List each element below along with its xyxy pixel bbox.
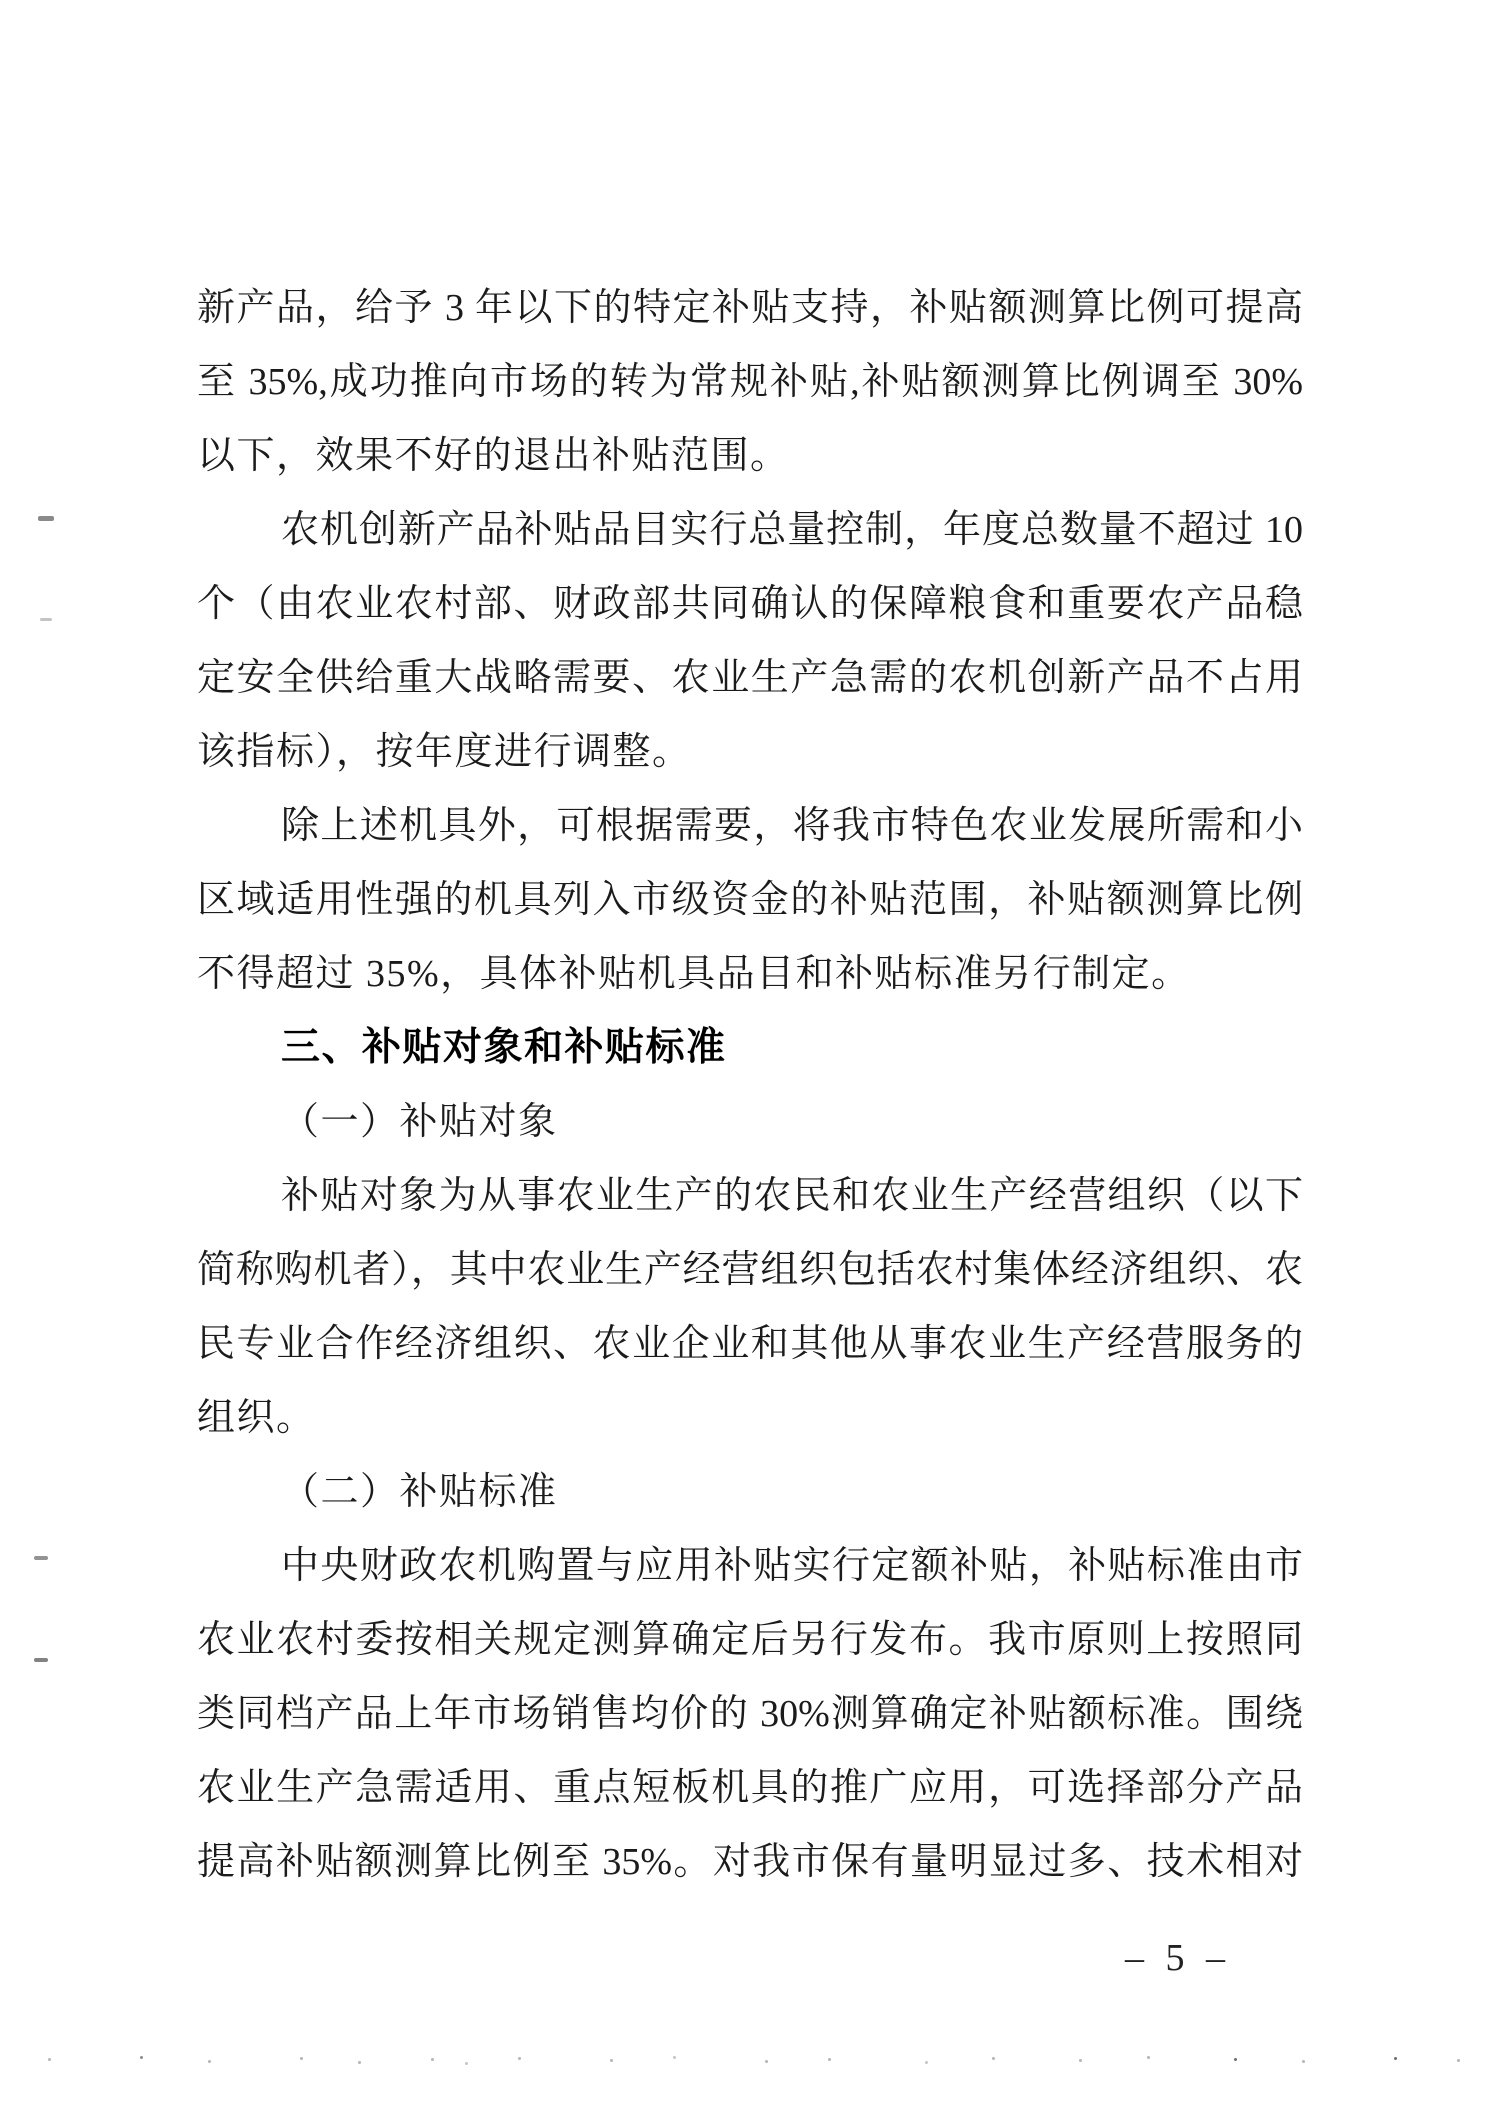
scan-noise-dot [300,2057,303,2060]
document-body [197,271,1303,1899]
scan-noise-dot [208,2060,211,2063]
scan-noise-dot [518,2057,521,2060]
scan-noise-dot [1079,2059,1082,2062]
body-line: 提高补贴额测算比例至 35%。对我市保有量明显过多、技术相对 [197,1841,1303,1883]
section-heading: 三、补贴对象和补贴标准 [281,1026,727,1069]
scan-noise-dot [610,2059,613,2062]
body-line: 中央财政农机购置与应用补贴实行定额补贴，补贴标准由市 [281,1545,1303,1587]
subsection-heading: （一）补贴对象 [281,1101,558,1143]
body-line: 至 35%,成功推向市场的转为常规补贴,补贴额测算比例调至 30% [197,361,1303,403]
scan-noise-dot [992,2057,995,2060]
body-line: 民专业合作经济组织、农业企业和其他从事农业生产经营服务的 [197,1323,1303,1365]
scan-noise-dot [1457,2059,1460,2062]
body-line: 农机创新产品补贴品目实行总量控制，年度总数量不超过 10 [281,509,1303,551]
scan-noise-dot [1302,2060,1305,2063]
scan-noise-dot [358,2061,361,2064]
body-line: 类同档产品上年市场销售均价的 30%测算确定补贴额标准。围绕 [197,1693,1303,1735]
body-line: 以下，效果不好的退出补贴范围。 [197,435,790,477]
body-line: 农业农村委按相关规定测算确定后另行发布。我市原则上按照同 [197,1619,1303,1661]
subsection-heading: （二）补贴标准 [281,1471,558,1513]
scan-noise-dot [925,2061,928,2064]
scan-artifact [34,1658,48,1662]
scan-artifact [38,516,54,521]
scan-noise-dot [1234,2058,1237,2061]
body-line: 区域适用性强的机具列入市级资金的补贴范围，补贴额测算比例 [197,879,1303,921]
scan-noise-dot [828,2058,831,2061]
scan-noise-dot [465,2062,468,2065]
body-line: 除上述机具外，可根据需要，将我市特色农业发展所需和小 [281,805,1303,847]
body-line: 不得超过 35%，具体补贴机具品目和补贴标准另行制定。 [197,953,1191,995]
scan-noise-dot [140,2056,143,2059]
scan-noise-dot [673,2056,676,2059]
body-line: 组织。 [197,1397,316,1439]
body-line: 个（由农业农村部、财政部共同确认的保障粮食和重要农产品稳 [197,583,1303,625]
body-line: 新产品，给予 3 年以下的特定补贴支持，补贴额测算比例可提高 [197,287,1303,329]
page-number: – 5 – [1125,1937,1231,1979]
scan-noise-dot [1394,2057,1397,2060]
scan-noise-dot [765,2060,768,2063]
scan-noise-dot [1147,2056,1150,2059]
scan-noise-dot [48,2058,51,2061]
body-line: 该指标），按年度进行调整。 [197,731,692,773]
body-line: 简称购机者），其中农业生产经营组织包括农村集体经济组织、农 [197,1249,1303,1291]
scan-artifact [34,1556,48,1560]
body-line: 定安全供给重大战略需要、农业生产急需的农机创新产品不占用 [197,657,1303,699]
scan-noise-dot [431,2058,434,2061]
body-line: 补贴对象为从事农业生产的农民和农业生产经营组织（以下 [281,1175,1303,1217]
body-line: 农业生产急需适用、重点短板机具的推广应用，可选择部分产品 [197,1767,1303,1809]
scan-artifact [40,618,52,621]
